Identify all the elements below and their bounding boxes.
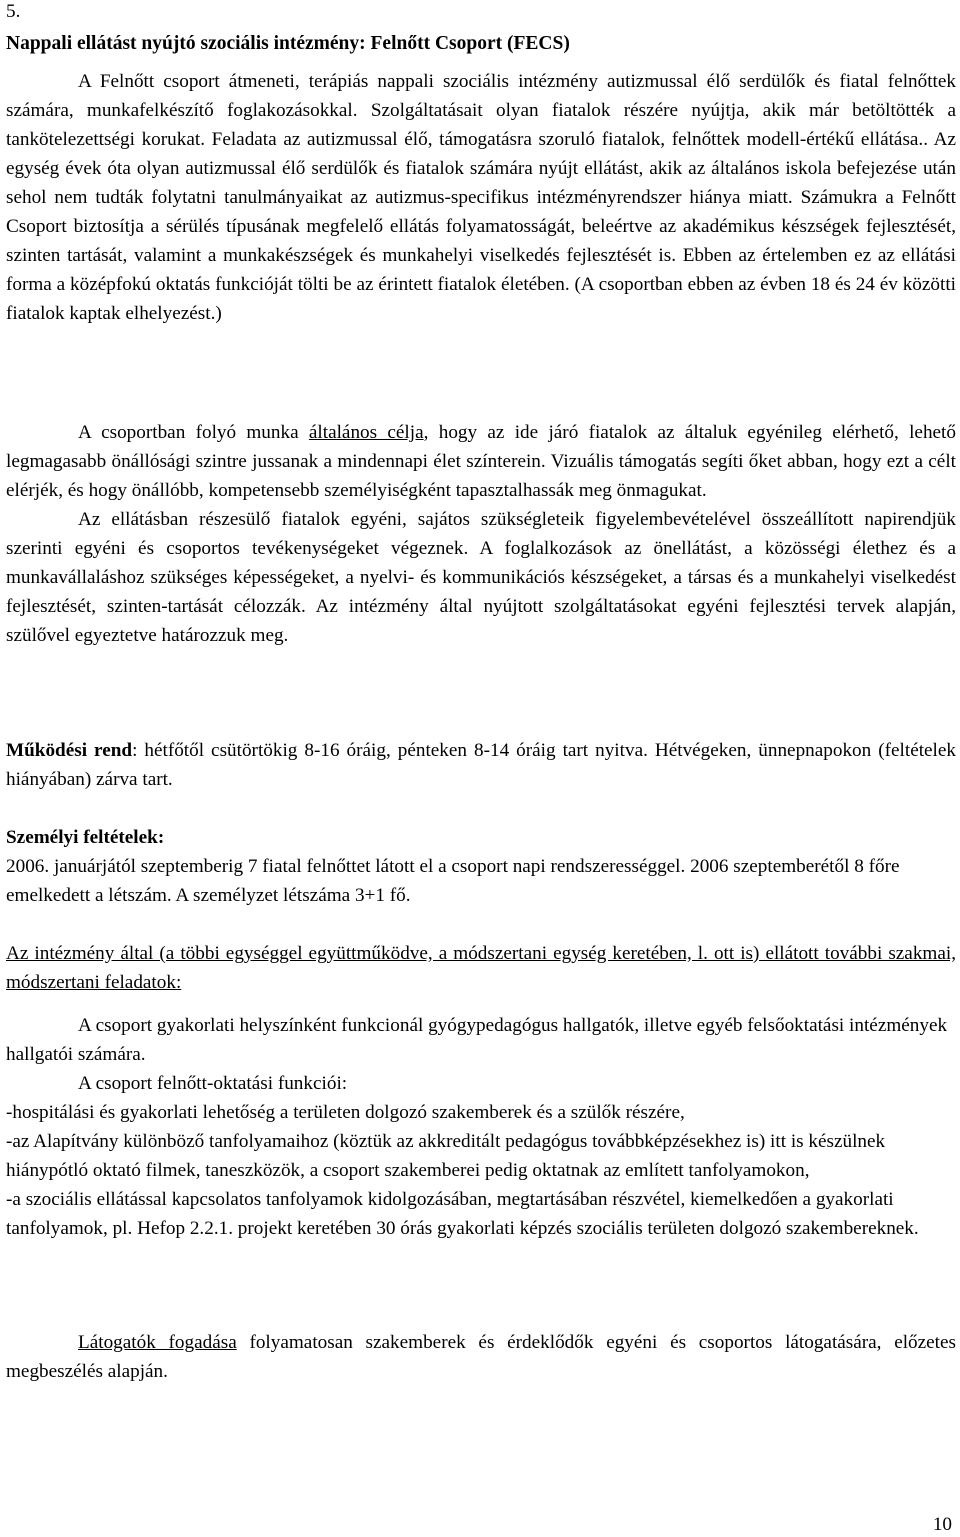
services-paragraph: Az ellátásban részesülő fiatalok egyéni, sajátos szükségleteik figyelembevételével összeállított napirendjük szerinti egyéni és csoportos tevékenységeket végeznek. A foglalkozások az önellátást, a közösségi élethez és a munkavállaláshoz szükséges képességeket, a nyelvi- és kommunikációs készségeket, a társas és a munkahelyi viselkedést fejlesztését, szinten-tartását célozzák. Az intézmény által nyújtott szolgáltatásokat egyéni fejlesztési tervek alapján, szülővel egyeztetve határozzuk meg. bbox=[6, 509, 956, 646]
visitors-paragraph bbox=[6, 1328, 956, 1386]
tasks-paragraph: A csoport gyakorlati helyszínként funkcionál gyógypedagógus hallgatók, illetve egyéb felsőoktatási intézmények hallgatói számára. bbox=[6, 1015, 948, 1065]
goal-paragraph bbox=[6, 418, 956, 505]
list-item: -a szociális ellátással kapcsolatos tanfolyamok kidolgozásában, megtartásában részvétel, kiemelkedően a gyakorlati tanfolyamok, pl. Hefop 2.2.1. projekt keretében 30 órás gyakorlati képzés szociális területen dolgozó szakembereknek. bbox=[6, 1189, 919, 1239]
hours-text: : hétfőtől csütörtökig 8-16 óráig, pénteken 8-14 óráig tart nyitva. Hétvégeken, ünnepnapokon (feltételek hiányában) zárva tart. bbox=[6, 740, 957, 790]
opening-hours bbox=[6, 736, 956, 794]
section-number: 5. bbox=[6, 1, 21, 22]
section-heading: Nappali ellátást nyújtó szociális intézmény: Felnőtt Csoport (FECS) bbox=[6, 33, 570, 54]
tasks-block bbox=[6, 939, 956, 1243]
functions-title: A csoport felnőtt-oktatási funkciói: bbox=[78, 1073, 348, 1094]
goal-text-before: A csoportban folyó munka bbox=[78, 422, 309, 443]
intro-paragraph: A Felnőtt csoport átmeneti, terápiás nappali szociális intézmény autizmussal élő serdülők és fiatal felnőttek számára, munkafelkészítő foglakozásokkal. Szolgáltatásait olyan fiatalok részére nyújtja, akik már betöltötték a tankötelezettségi korukat. Feladata az autizmussal élő, támogatásra szoruló fiatalok, felnőttek modell-értékű ellátása.. Az egység évek óta olyan autizmussal élő serdülők és fiatalok számára nyújt ellátást, akik az általános iskola befejezése után sehol nem tudták folytatni tanulmányaikat az autizmus-specifikus intézményrendszer hiánya miatt. Számukra a Felnőtt Csoport biztosítja a sérülés típusának megfelelő ellátás folyamatosságát, beleértve az akadémikus készségek fejlesztését, szinten tartását, valamint a munkakészségek és munkahelyi viselkedés fejlesztését is. Ebben az értelemben ez az ellátási forma a középfokú oktatás funkcióját tölti be az érintett fiatalok életében. (A csoportban ebben az évben 18 és 24 év közötti fiatalok kaptak elhelyezést.) bbox=[6, 71, 956, 324]
goal-paragraph-block bbox=[6, 418, 956, 650]
list-item: -hospitálási és gyakorlati lehetőség a területen dolgozó szakemberek és a szülők részére, bbox=[6, 1102, 685, 1123]
page-number: 10 bbox=[932, 1514, 952, 1535]
intro-paragraph-block bbox=[6, 67, 956, 328]
hours-label: Működési rend bbox=[6, 740, 133, 761]
list-item: -az Alapítvány különböző tanfolyamaihoz (köztük az akkreditált pedagógus továbbképzésekhez is) itt is készülnek hiánypótló oktató filmek, taneszközök, a csoport szakemberei pedig oktatnak az említett tanfolyamokon, bbox=[6, 1131, 886, 1181]
staff-block bbox=[6, 823, 956, 910]
tasks-heading: Az intézmény által (a többi egységgel együttműködve, a módszertani egység keretében, l. ott is) ellátott további szakmai, módszertani feladatok: bbox=[6, 943, 956, 993]
visitors-underlined: Látogatók fogadása bbox=[78, 1332, 237, 1353]
visitors-block bbox=[6, 1328, 956, 1386]
staff-text: 2006. januárjától szeptemberig 7 fiatal felnőttet látott el a csoport napi rendszerességgel. 2006 szeptemberétől 8 főre emelkedett a létszám. A személyzet létszáma 3+1 fő. bbox=[6, 856, 900, 906]
goal-underlined: általános célja bbox=[308, 422, 424, 443]
visitors-text: folyamatosan szakemberek és érdeklődők egyéni és csoportos látogatására, előzetes megbeszélés alapján. bbox=[6, 1332, 957, 1382]
goal-text-after: , hogy az ide járó fiatalok az általuk egyénileg elérhető, lehető legmagasabb önállósági szintre jussanak a mindennapi élet színterein. Vizuális támogatás segíti őket abban, hogy ezt a célt elérjék, és hogy önállóbb, kompetensebb személyiségként tapasztalhassák meg önmagukat. bbox=[6, 422, 956, 501]
hours-block bbox=[6, 736, 956, 794]
staff-heading: Személyi feltételek: bbox=[6, 827, 165, 848]
